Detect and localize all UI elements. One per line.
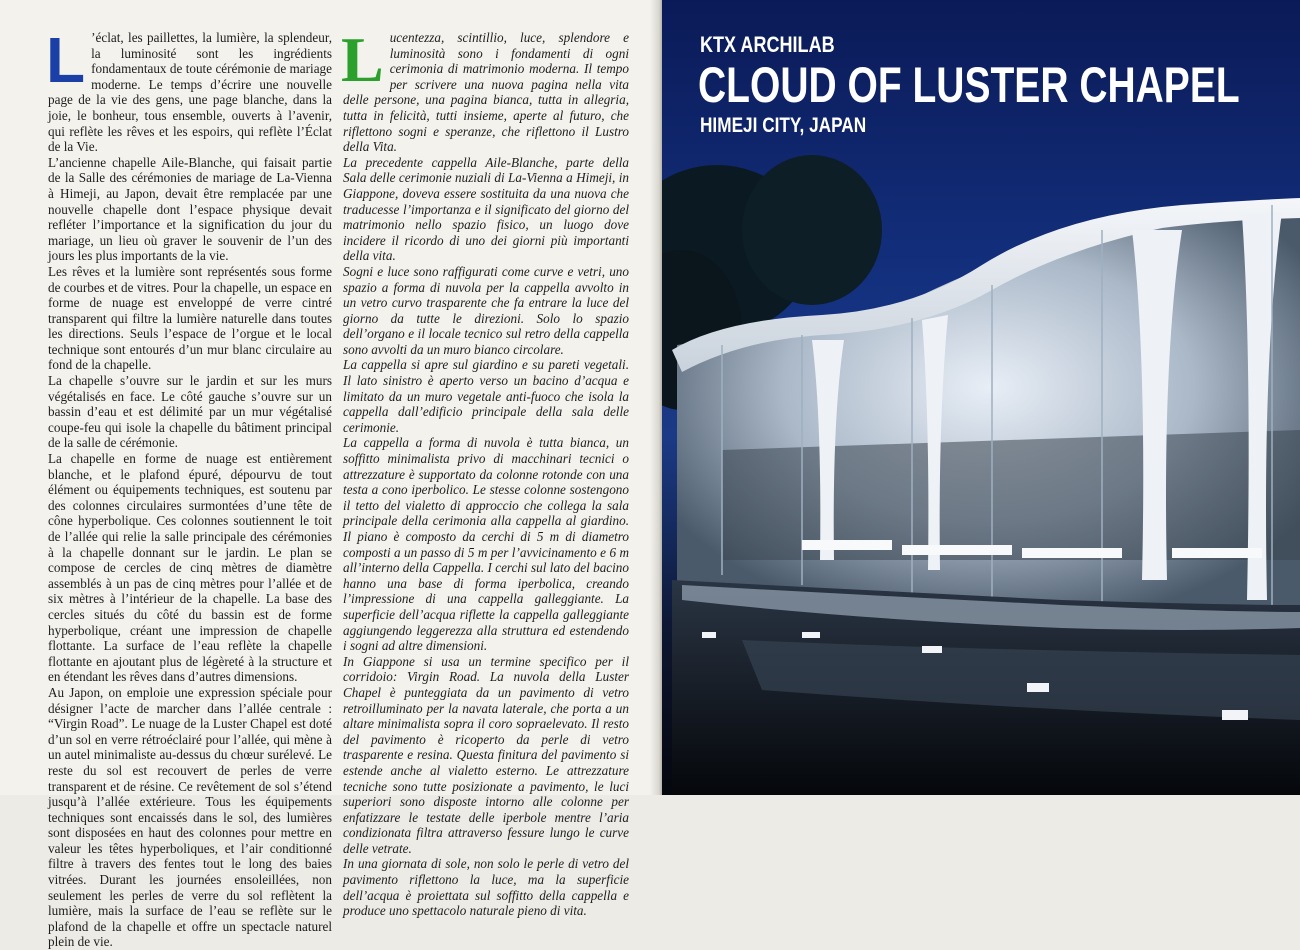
location-subtitle: HIMEJI CITY, JAPAN [700, 114, 867, 137]
architect-brand: KTX ARCHILAB [700, 32, 835, 57]
italian-paragraph: La cappella a forma di nuvola è tutta bianca, un soffitto minimalista privo di macchinari tecnici o attrezzature è supportato da colonne rotonde con una testa a cono iperbolico. Le stesse colonne sostengono il tetto del vialetto di approccio che collega la sala principale della cerimonia alla cappella al giardino. Il piano è composto da cerchi di 5 m di diametro composti a un passo di 5 m per l’avvicinamento e 6 m all’interno della Cappella. I cerchi sul lato del bacino hanno una base di forma iperbolica, creando l’impressione di una cappella galleggiante. La superficie dell’acqua riflette la cappella galleggiante aggiungendo leggerezza alla struttura ed estendendo i sogni ad altre dimensioni. [343, 435, 629, 654]
italian-paragraph: La precedente cappella Aile-Blanche, parte della Sala delle cerimonie nuziali di La-Vienna a Himeji, in Giappone, doveva essere sostituita da una nuova che traducesse l’importanza e il significato del giorno del matrimonio nello spazio fisico, un luogo dove incidere il ricordo di uno dei giorni più importanti della vita. [343, 154, 629, 264]
italian-paragraph: In una giornata di sole, non solo le perle di vetro del pavimento riflettono la luce, ma la superficie dell’acqua è proiettata sul soffitto della cappella e produce uno spettacolo naturale pieno di vita. [343, 856, 629, 919]
right-page [662, 0, 1300, 795]
italian-paragraph: La cappella si apre sul giardino e su pareti vegetali. Il lato sinistro è aperto verso un bacino d’acqua e limitato da un muro vegetale anti-fuoco che isola la cappella dall’edificio principale della sala delle cerimonie. [343, 357, 629, 435]
french-paragraph: La chapelle s’ouvre sur le jardin et sur les murs végétalisés en face. Le côté gauche s’ouvre sur un bassin d’eau et est délimité par un mur végétalisé coupe-feu qui isole la chapelle du bâtiment principal de la salle de cérémonie. [48, 373, 332, 451]
french-text-column [46, 24, 332, 950]
french-paragraph: Les rêves et la lumière sont représentés sous forme de courbes et de vitres. Pour la chapelle, un espace en forme de nuage est enveloppé de verre cintré transparent qui filtre la lumière naturelle dans toutes les directions. Seuls l’espace de l’orgue et le local technique sont entourés d’un mur blanc circulaire au fond de la chapelle. [48, 263, 332, 373]
article-title: CLOUD OF LUSTER CHAPEL [698, 57, 1240, 113]
italian-paragraph: ucentezza, scintillio, luce, splendore e luminosità sono i fondamenti di ogni cerimonia di matrimonio moderna. Il tempo per scrivere una nuova pagina nella vita delle persone, una pagina bianca, tutta in allegria, tutta in felicità, tutti insieme, aperte al futuro, che riflettono sogni e speranze, che riflettono il Lustro della Vita. [343, 30, 629, 155]
italian-paragraph: In Giappone si usa un termine specifico per il corridoio: Virgin Road. La nuvola della Luster Chapel è punteggiata da un pavimento di vetro retroilluminato per la navata laterale, che porta a un altare minimalista sopra il coro sopraelevato. Il resto del pavimento è ricoperto da perle di vetro trasparente e resina. Questa finitura del pavimento si estende anche al vialetto esterno. Le attrezzature tecniche sono tutte posizionate a pavimento, le luci superiori sono disposte intorno alle colonne per enfatizzare le testate delle iperbole mentre l’aria condizionata filtra attraverso fessure lungo le curve delle vetrate. [343, 653, 629, 856]
italian-paragraph: Sogni e luce sono raffigurati come curve e vetri, uno spazio a forma di nuvola per la cappella avvolto in un vetro curvo trasparente che fa entrare la luce del giorno da tutte le direzioni. Solo lo spazio dell’organo e il locale tecnico sul retro della cappella sono avvolti da un muro bianco circolare. [343, 263, 629, 357]
french-paragraph: La chapelle en forme de nuage est entièrement blanche, et le plafond épuré, dépourvu de tout élément ou équipements techniques, est soutenu par des colonnes circulaires surmontées d’une tête de cône hyperbolique. Ces colonnes soutiennent le toit de l’allée qui relie la salle principale des cérémonies à la chapelle donnant sur le jardin. Le plan se compose de cercles de cinq mètres de diamètre assemblés à un pas de cinq mètres pour l’allée et de six mètres à l’intérieur de la chapelle. La base des cercles situés du côté du bassin est de forme hyperbolique, créant une impression de chapelle flottante. La surface de l’eau reflète la chapelle flottante en ajoutant plus de légèreté à la structure et en étendant les rêves dans d’autres dimensions. [48, 451, 332, 685]
italian-text-column [341, 24, 629, 919]
french-paragraph: ’éclat, les paillettes, la lumière, la splendeur, la luminosité sont les ingrédients fondamentaux de toute cérémonie de mariage moderne. Le temps d’écrire une nouvelle page de la vie des gens, une page blanche, dans la joie, le bonheur, tous ensemble, ouverts à l’avenir, qui reflète les rêves et les espoirs, qui reflète l’Éclat de la Vie. [48, 30, 332, 155]
french-paragraph: Au Japon, on emploie une expression spéciale pour désigner l’acte de marcher dans l’allée centrale : “Virgin Road”. Le nuage de la Luster Chapel est doté d’un sol en verre rétroéclairé pour l’allée, qui mène à un autel minimaliste au-dessus du chœur surélevé. Le reste du sol est recouvert de perles de verre transparent et de résine. Ce revêtement de sol s’étend jusqu’à l’allée extérieure. Tous les équipements techniques sont encaissés dans le sol, des lumières sont disposées en haut des colonnes pour mettre en valeur les têtes hyperboliques, et l’air conditionné filtre à travers des fentes tout le long des baies vitrées. Durant les journées ensoleillées, non seulement les perles de verre du sol reflètent la lumière, mais la surface de l’eau se reflète sur le plafond de la chapelle et offre un spectacle naturel plein de vie. [48, 684, 332, 950]
french-paragraph: L’ancienne chapelle Aile-Blanche, qui faisait partie de la Salle des cérémonies de mariage de La-Vienna à Himeji, au Japon, devait être remplacée par une nouvelle chapelle dont l’espace physique devait refléter l’importance et la signification du jour du mariage, un lieu où graver le souvenir de l’un des jours les plus importants de la vie. [48, 154, 332, 264]
french-dropcap: L [46, 24, 86, 96]
italian-dropcap: L [341, 24, 384, 95]
